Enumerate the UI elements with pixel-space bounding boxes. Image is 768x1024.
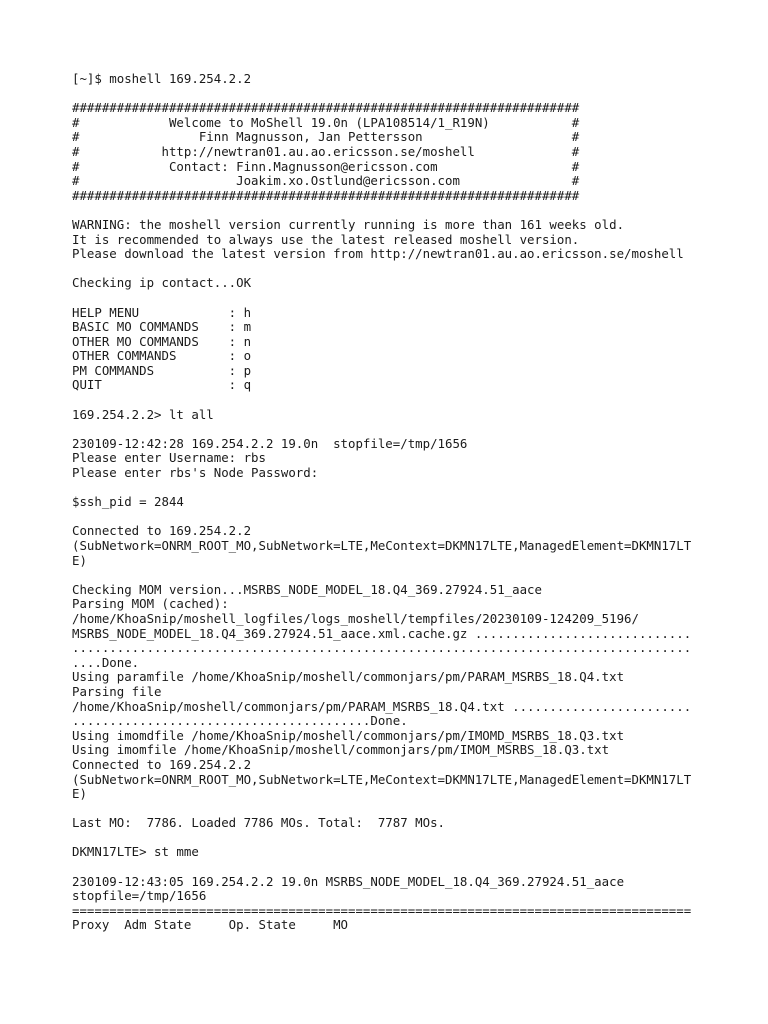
blank-line xyxy=(72,481,712,496)
blank-line xyxy=(72,422,712,437)
terminal-output xyxy=(72,72,712,933)
output-line: Using paramfile /home/KhoaSnip/moshell/commonjars/pm/PARAM_MSRBS_18.Q4.txt xyxy=(72,669,625,685)
blank-line xyxy=(72,568,712,583)
command-line: 169.254.2.2> lt all xyxy=(72,406,214,422)
menu-item: HELP MENU : h xyxy=(72,304,252,320)
output-line: 230109-12:43:05 169.254.2.2 19.0n MSRBS_NODE_MODEL_18.Q4_369.27924.51_aace xyxy=(72,873,625,889)
blank-line xyxy=(72,203,712,218)
menu-item: PM COMMANDS : p xyxy=(72,362,252,378)
output-line: ........................................Done. xyxy=(72,713,408,729)
output-line: ....Done. xyxy=(72,654,140,670)
output-line: (SubNetwork=ONRM_ROOT_MO,SubNetwork=LTE,MeContext=DKMN17LTE,ManagedElement=DKMN17LT xyxy=(72,771,692,787)
banner-url: # http://newtran01.au.ao.ericsson.se/moshell # xyxy=(72,143,580,159)
warning-line: Please download the latest version from http://newtran01.au.ao.ericsson.se/moshell xyxy=(72,246,684,262)
blank-line xyxy=(72,510,712,525)
output-line: /home/KhoaSnip/moshell_logfiles/logs_moshell/tempfiles/20230109-124209_5196/ xyxy=(72,610,639,626)
output-line: Please enter Username: rbs xyxy=(72,450,266,466)
output-line: Using imomfile /home/KhoaSnip/moshell/commonjars/pm/IMOM_MSRBS_18.Q3.txt xyxy=(72,742,610,758)
output-line: Checking MOM version...MSRBS_NODE_MODEL_18.Q4_369.27924.51_aace xyxy=(72,581,542,597)
output-line: 230109-12:42:28 169.254.2.2 19.0n stopfile=/tmp/1656 xyxy=(72,435,468,451)
output-line: Last MO: 7786. Loaded 7786 MOs. Total: 7787 MOs. xyxy=(72,815,445,831)
banner-border-bottom: #################################################################### xyxy=(72,187,580,203)
menu-item: QUIT : q xyxy=(72,377,252,393)
output-line: stopfile=/tmp/1656 xyxy=(72,888,207,904)
menu-item: OTHER MO COMMANDS : n xyxy=(72,333,252,349)
output-line: Parsing file xyxy=(72,683,162,699)
output-line: Parsing MOM (cached): xyxy=(72,596,229,612)
blank-line xyxy=(72,291,712,306)
output-line: $ssh_pid = 2844 xyxy=(72,494,184,510)
menu-item: BASIC MO COMMANDS : m xyxy=(72,319,252,335)
output-line: MSRBS_NODE_MODEL_18.Q4_369.27924.51_aace.xml.cache.gz ............................. xyxy=(72,625,692,641)
output-line: Please enter rbs's Node Password: xyxy=(72,465,319,481)
output-line: ................................................................................... xyxy=(72,640,692,656)
blank-line xyxy=(72,831,712,846)
banner-contact: # Contact: Finn.Magnusson@ericsson.com # xyxy=(72,158,580,174)
output-line: Using imomdfile /home/KhoaSnip/moshell/commonjars/pm/IMOMD_MSRBS_18.Q3.txt xyxy=(72,727,625,743)
table-header: Proxy Adm State Op. State MO xyxy=(72,917,349,933)
separator-line: =================================================================================== xyxy=(72,902,692,918)
banner-authors: # Finn Magnusson, Jan Pettersson # xyxy=(72,129,580,145)
warning-line: WARNING: the moshell version currently running is more than 161 weeks old. xyxy=(72,216,625,232)
blank-line xyxy=(72,802,712,817)
menu-item: OTHER COMMANDS : o xyxy=(72,348,252,364)
output-line: /home/KhoaSnip/moshell/commonjars/pm/PARAM_MSRBS_18.Q4.txt ........................ xyxy=(72,698,692,714)
output-line: E) xyxy=(72,786,87,802)
command-line: [~]$ moshell 169.254.2.2 xyxy=(72,71,252,86)
output-line: Connected to 169.254.2.2 xyxy=(72,756,252,772)
output-line: E) xyxy=(72,552,87,568)
status-line: Checking ip contact...OK xyxy=(72,275,252,291)
blank-line xyxy=(72,860,712,875)
output-line: Connected to 169.254.2.2 xyxy=(72,523,252,539)
command-line: DKMN17LTE> st mme xyxy=(72,844,199,860)
warning-line: It is recommended to always use the latest released moshell version. xyxy=(72,231,580,247)
banner-welcome: # Welcome to MoShell 19.0n (LPA108514/1_R19N) # xyxy=(72,114,580,130)
banner-border-top: #################################################################### xyxy=(72,100,580,116)
output-line: (SubNetwork=ONRM_ROOT_MO,SubNetwork=LTE,MeContext=DKMN17LTE,ManagedElement=DKMN17LT xyxy=(72,538,692,553)
blank-line xyxy=(72,87,712,102)
blank-line xyxy=(72,262,712,277)
blank-line xyxy=(72,393,712,408)
banner-contact-2: # Joakim.xo.Ostlund@ericsson.com # xyxy=(72,173,580,189)
